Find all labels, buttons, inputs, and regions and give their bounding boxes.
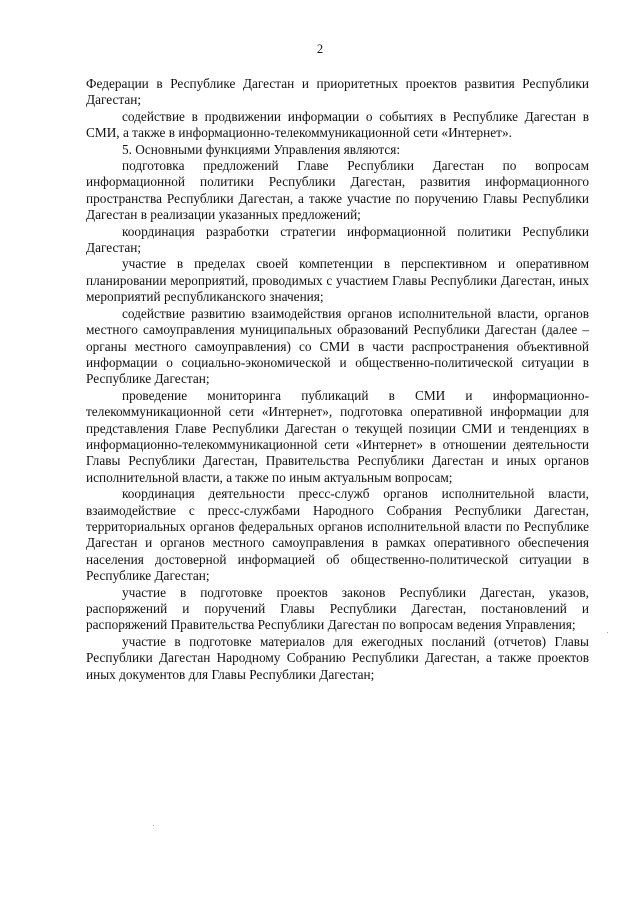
paragraph: содействие в продвижении информации о событиях в Республике Дагестан в СМИ, а также в информационно-телекоммуникационной сети «Интернет».: [86, 108, 589, 141]
page-number: 2: [316, 42, 324, 56]
paragraph: участие в пределах своей компетенции в перспективном и оперативном планировании мероприятий, проводимых с участием Главы Республики Дагестан, иных мероприятий республиканского значения;: [86, 256, 589, 305]
paragraph: Федерации в Республике Дагестан и приоритетных проектов развития Республики Дагестан;: [86, 76, 589, 108]
paragraph: участие в подготовке проектов законов Республики Дагестан, указов, распоряжений и поручений Главы Республики Дагестан, постановлений и распоряжений Правительства Республики Дагестан по вопросам ведения Управления;: [86, 584, 589, 633]
paragraph: участие в подготовке материалов для ежегодных посланий (отчетов) Главы Республики Дагестан Народному Собранию Республики Дагестан, а также проектов иных документов для Главы Республики Дагестан;: [86, 633, 589, 682]
paragraph: содействие развитию взаимодействия органов исполнительной власти, органов местного самоуправления муниципальных образований Республики Дагестан (далее – органы местного самоуправления) со СМИ в части распространения объективной информации о социально-экономической и общественно-политической ситуации в Республике Дагестан;: [86, 305, 589, 387]
section-heading: 5. Основными функциями Управления являются:: [122, 141, 401, 157]
paragraph: координация деятельности пресс-служб органов исполнительной власти, взаимодействие с пресс-службами Народного Собрания Республики Дагестан, территориальных органов федеральных органов исполнительной власти по Республике Дагестан и органов местного самоуправления в рамках оперативного обеспечения населения достоверной информацией об общественно-политической ситуации в Республике Дагестан;: [86, 486, 589, 584]
paragraph: координация разработки стратегии информационной политики Республики Дагестан;: [86, 223, 589, 256]
scan-speck: [607, 632, 608, 633]
paragraph: подготовка предложений Главе Республики Дагестан по вопросам информационной политики Республики Дагестан, развития информационного пространства Республики Дагестан, а также участие по поручению Главы Республики Дагестан в реализации указанных предложений;: [86, 158, 589, 223]
document-body: [86, 76, 589, 683]
scan-speck: [153, 825, 154, 826]
paragraph: проведение мониторинга публикаций в СМИ и информационно-телекоммуникационной сети «Интернет», подготовка оперативной информации для представления Главе Республики Дагестан о текущей позиции СМИ и тенденциях в информационно-телекоммуникационной сети «Интернет» в отношении деятельности Главы Республики Дагестан, Правительства Республики Дагестан и иных органов исполнительной власти, а также по иным актуальным вопросам;: [86, 387, 589, 485]
